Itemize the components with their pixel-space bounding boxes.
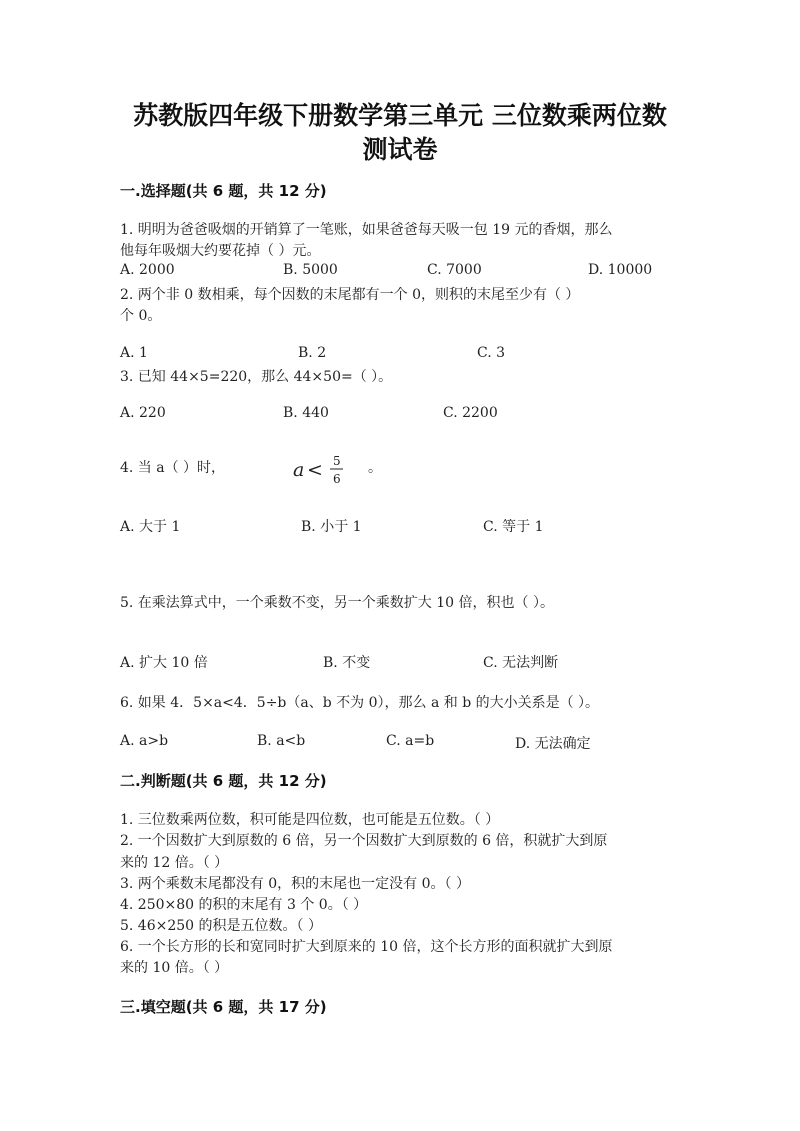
question-3-text: 3. 已知 44×5=220，那么 44×50=（ ）。 — [120, 369, 393, 385]
judge-question-line: 来的 12 倍。（ ） — [120, 855, 229, 871]
question-4-option-a: A. 大于 1 — [120, 519, 181, 535]
question-6-option-d: D. 无法确定 — [515, 736, 591, 752]
question-6-text: 6. 如果 4．5×a<4．5÷b（a、b 不为 0），那么 a 和 b 的大小关系是（ ）。 — [120, 695, 600, 711]
question-1-text-cont: 他每年吸烟大约要花掉（ ）元。 — [120, 243, 321, 259]
question-2-option-b: B. 2 — [298, 345, 327, 361]
section-heading-fill-blank: 三.填空题(共 6 题，共 17 分) — [120, 998, 327, 1016]
question-3-option-c: C. 2200 — [443, 405, 498, 421]
question-5-option-c: C. 无法判断 — [483, 655, 559, 671]
question-4-option-b: B. 小于 1 — [301, 519, 362, 535]
judge-question-line: 2. 一个因数扩大到原数的 6 倍，另一个因数扩大到原数的 6 倍，积就扩大到原 — [120, 833, 608, 849]
question-2-option-a: A. 1 — [120, 345, 148, 361]
question-6-option-a: A. a>b — [120, 733, 169, 749]
question-5-option-a: A. 扩大 10 倍 — [120, 655, 208, 671]
judge-question-line: 来的 10 倍。（ ） — [120, 960, 229, 976]
question-1-text: 1. 明明为爸爸吸烟的开销算了一笔账，如果爸爸每天吸一包 19 元的香烟，那么 — [120, 222, 613, 238]
question-2-text: 2. 两个非 0 数相乘，每个因数的末尾都有一个 0，则积的末尾至少有（ ） — [120, 287, 580, 303]
question-4-option-c: C. 等于 1 — [483, 519, 544, 535]
judge-question-line: 5. 46×250 的积是五位数。（ ） — [120, 918, 322, 934]
question-5-text: 5. 在乘法算式中，一个乘数不变，另一个乘数扩大 10 倍，积也（ ）。 — [120, 595, 554, 611]
page-title: 苏教版四年级下册数学第三单元 三位数乘两位数 — [133, 101, 667, 130]
question-1-option-b: B. 5000 — [283, 262, 338, 278]
question-2-option-c: C. 3 — [477, 345, 506, 361]
question-3-option-b: B. 440 — [283, 405, 329, 421]
question-3-option-a: A. 220 — [120, 405, 166, 421]
formula-less-than: < — [307, 459, 323, 481]
question-4-suffix: 。 — [368, 460, 382, 476]
question-5-option-b: B. 不变 — [323, 655, 371, 671]
page-title-line2: 测试卷 — [362, 135, 438, 164]
question-4-text: 4. 当 a（ ）时， — [120, 460, 226, 476]
judge-question-line: 4. 250×80 的积的末尾有 3 个 0。（ ） — [120, 897, 368, 913]
judge-question-line: 6. 一个长方形的长和宽同时扩大到原来的 10 倍，这个长方形的面积就扩大到原 — [120, 939, 613, 955]
formula-denominator: 6 — [333, 472, 341, 486]
formula-variable: a — [293, 459, 305, 481]
formula-numerator: 5 — [333, 454, 341, 468]
section-heading-true-false: 二.判断题(共 6 题，共 12 分) — [120, 772, 327, 790]
question-2-text-cont: 个 0。 — [120, 308, 162, 324]
question-4-inequality-formula — [293, 452, 353, 488]
question-6-option-b: B. a<b — [257, 733, 306, 749]
judge-question-line: 1. 三位数乘两位数，积可能是四位数，也可能是五位数。（ ） — [120, 812, 500, 828]
question-1-option-c: C. 7000 — [427, 262, 482, 278]
question-1-option-a: A. 2000 — [120, 262, 175, 278]
question-6-option-c: C. a=b — [386, 733, 435, 749]
section-heading-choice: 一.选择题(共 6 题，共 12 分) — [120, 182, 327, 200]
judge-question-line: 3. 两个乘数末尾都没有 0，积的末尾也一定没有 0。（ ） — [120, 876, 470, 892]
question-1-option-d: D. 10000 — [588, 262, 653, 278]
